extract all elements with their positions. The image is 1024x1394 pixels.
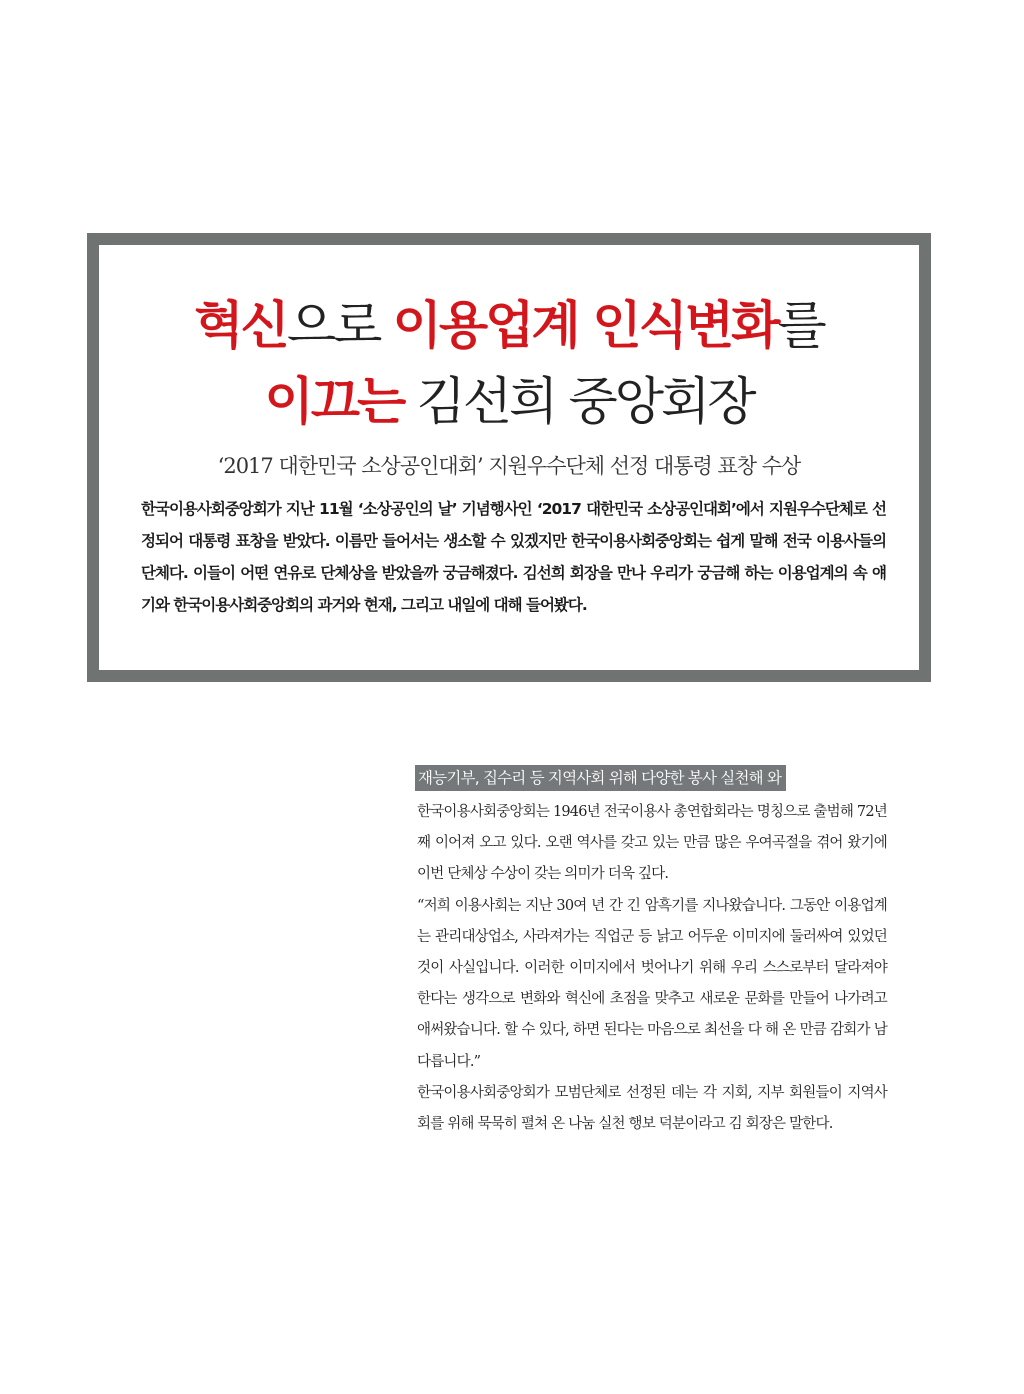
article-header-box	[87, 233, 931, 682]
section-heading: 재능기부, 집수리 등 지역사회 위해 다양한 봉사 실천해 와	[415, 765, 786, 791]
body-paragraph-quote: “저희 이용사회는 지난 30여 년 간 긴 암흑기를 지나왔습니다. 그동안 이용업계는 관리대상업소, 사라져가는 직업군 등 낡고 어두운 이미지에 둘러싸여 있었던 것이 사실입니다. 이러한 이미지에서 벗어나기 위해 우리 스스로부터 달라져야 한다는 생각으로 변화와 혁신에 초점을 맞추고 새로운 문화를 만들어 나가려고 애써왔습니다. 할 수 있다, 하면 된다는 마음으로 최선을 다 해 온 만큼 감회가 남다릅니다.”	[417, 897, 887, 1070]
headline-segment: 혁신	[194, 297, 287, 356]
article-lead-paragraph: 한국이용사회중앙회가 지난 11월 ‘소상공인의 날’ 기념행사인 ‘2017 대한민국 소상공인대회’에서 지원우수단체로 선정되어 대통령 표창을 받았다. 이름만 들어서는 생소할 수 있겠지만 한국이용사회중앙회는 쉽게 말해 전국 이용사들의 단체다. 이들이 어떤 연유로 단체상을 받았을까 궁금해졌다. 김선희 회장을 만나 우리가 궁금해 하는 이용업계의 속 얘기와 한국이용사회중앙회의 과거와 현재, 그리고 내일에 대해 들어봤다.	[141, 500, 886, 614]
body-paragraph: 한국이용사회중앙회는 1946년 전국이용사 총연합회라는 명칭으로 출범해 72년째 이어져 오고 있다. 오랜 역사를 갖고 있는 만큼 많은 우여곡절을 겪어 왔기에 이번 단체상 수상이 갖는 의미가 더욱 깊다.	[417, 804, 887, 883]
headline-line-1	[99, 297, 919, 357]
body-paragraph: 한국이용사회중앙회가 모범단체로 선정된 데는 각 지회, 지부 회원들이 지역사회를 위해 묵묵히 펼쳐 온 나눔 실천 행보 덕분이라고 김 회장은 말한다.	[417, 1084, 887, 1133]
headline-segment: 으로	[286, 297, 393, 356]
headline-segment: 이용업계 인식변화	[392, 297, 778, 356]
article-body	[417, 797, 887, 1140]
headline-segment: 를	[777, 297, 824, 356]
headline-segment: 이끄는	[264, 373, 404, 432]
article-subtitle: ‘2017 대한민국 소상공인대회’ 지원우수단체 선정 대통령 표창 수상	[217, 454, 801, 478]
headline-segment: 김선희 중앙회장	[403, 373, 754, 432]
headline-line-2	[99, 373, 919, 433]
